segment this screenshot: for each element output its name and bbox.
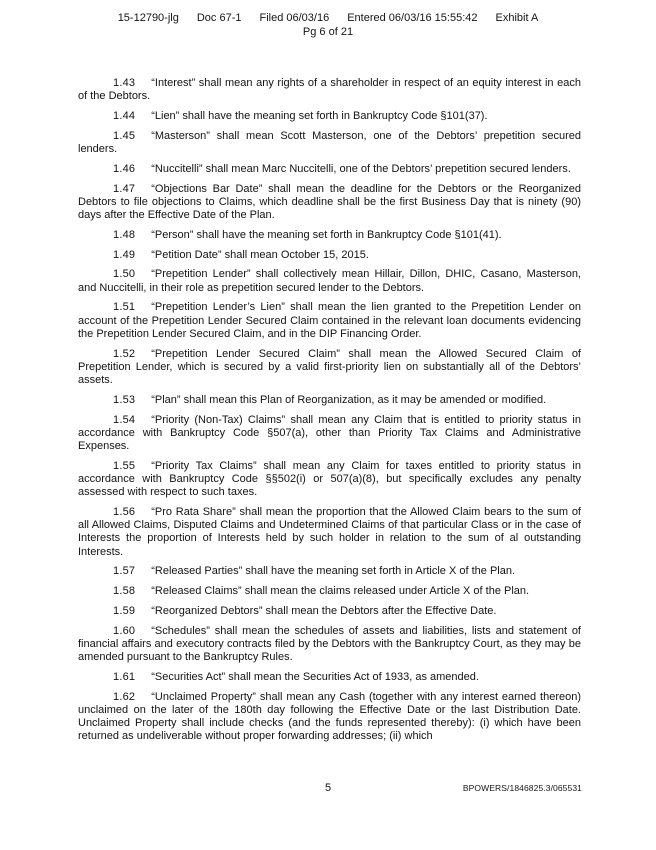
definition-paragraph bbox=[78, 691, 581, 744]
paragraph-number: 1.57 bbox=[113, 565, 136, 578]
paragraph-text: “Schedules” shall mean the schedules of assets and liabilities, lists and statement of financial affairs and executory contracts filed by the Debtors with the Bankruptcy Court, as they may be amended pursuant to the Bankruptcy Rules. bbox=[78, 624, 581, 664]
paragraph-text: “Nuccitelli” shall mean Marc Nuccitelli, one of the Debtors’ prepetition secured lenders. bbox=[151, 162, 571, 175]
paragraph-text: “Priority (Non-Tax) Claims” shall mean any Claim that is entitled to priority status in accordance with Bankruptcy Code §507(a), other than Priority Tax Claims and Administrative Expenses. bbox=[78, 413, 581, 452]
paragraph-number: 1.54 bbox=[113, 413, 136, 426]
paragraph-number: 1.61 bbox=[113, 671, 136, 683]
paragraph-number: 1.55 bbox=[113, 459, 136, 472]
case-number: 15-12790-jlg bbox=[117, 12, 179, 24]
paragraph-number: 1.62 bbox=[113, 690, 136, 703]
paragraph-number: 1.45 bbox=[113, 129, 136, 142]
paragraph-text: “Prepetition Lender’s Lien” shall mean the lien granted to the Prepetition Lender on account of the Prepetition Lender Secured Claim contained in the relevant loan documents evidencing the Prepetition Lender Secured Claim, and in the DIP Financing Order. bbox=[78, 301, 581, 340]
filing-stamp-line bbox=[0, 12, 656, 25]
definition-paragraph bbox=[78, 394, 581, 407]
paragraph-text: “Interest” shall mean any rights of a shareholder in respect of an equity interest in each of the Debtors. bbox=[78, 77, 581, 103]
definition-paragraph bbox=[78, 605, 581, 618]
paragraph-text: “Plan” shall mean this Plan of Reorganization, as it may be amended or modified. bbox=[151, 393, 547, 406]
paragraph-number: 1.44 bbox=[113, 110, 136, 122]
paragraph-text: “Priority Tax Claims” shall mean any Claim for taxes entitled to priority status in accordance with Bankruptcy Code §§502(i) or 507(a)(8), but specifically excludes any penalty assessed with respect to such taxes. bbox=[78, 459, 581, 499]
paragraph-number: 1.56 bbox=[113, 506, 136, 518]
paragraph-number: 1.46 bbox=[113, 162, 136, 175]
exhibit-label: Exhibit A bbox=[495, 12, 539, 24]
page-footer bbox=[0, 782, 656, 798]
footer-document-reference: BPOWERS/1846825.3/065531 bbox=[462, 783, 582, 793]
definition-paragraph bbox=[78, 506, 581, 559]
paragraph-text: “Masterson” shall mean Scott Masterson, one of the Debtors’ prepetition secured lenders. bbox=[78, 129, 581, 155]
definition-paragraph bbox=[78, 301, 581, 341]
entered-datetime: Entered 06/03/16 15:55:42 bbox=[347, 12, 478, 24]
definition-paragraph bbox=[78, 110, 581, 123]
doc-number: Doc 67-1 bbox=[196, 12, 242, 24]
definition-paragraph bbox=[78, 460, 581, 500]
filed-date: Filed 06/03/16 bbox=[259, 12, 330, 24]
paragraph-number: 1.50 bbox=[113, 268, 136, 281]
paragraph-number: 1.49 bbox=[113, 248, 136, 261]
paragraph-number: 1.47 bbox=[113, 182, 136, 195]
definition-paragraph bbox=[78, 130, 581, 156]
paragraph-text: “Petition Date” shall mean October 15, 2015. bbox=[151, 248, 369, 261]
page-indicator: Pg 6 of 21 bbox=[302, 26, 354, 38]
definition-paragraph bbox=[78, 348, 581, 388]
paragraph-text: “Prepetition Lender” shall collectively mean Hillair, Dillon, DHIC, Casano, Masterson, and Nuccitelli, in their role as prepetition secured lender to the Debtors. bbox=[78, 268, 581, 294]
paragraph-text: “Released Parties” shall have the meaning set forth in Article X of the Plan. bbox=[151, 565, 516, 578]
definition-paragraph bbox=[78, 163, 581, 176]
definition-paragraph bbox=[78, 183, 581, 223]
definition-paragraph bbox=[78, 414, 581, 454]
definitions-section bbox=[78, 77, 581, 750]
paragraph-number: 1.43 bbox=[113, 77, 136, 89]
definition-paragraph bbox=[78, 565, 581, 578]
paragraph-text: “Objections Bar Date” shall mean the deadline for the Debtors or the Reorganized Debtors to file objections to Claims, which deadline shall be the first Business Day that is ninety (90) days after the Effective Date of the Plan. bbox=[78, 182, 581, 221]
paragraph-text: “Unclaimed Property” shall mean any Cash (together with any interest earned thereon) unclaimed on the later of the 180th day following the Effective Date or the last Distribution Date. Unclaimed Property shall include checks (and the funds represented thereby): (i) which have been returned as undeliverable without proper forwarding addresses; (ii) which bbox=[78, 690, 581, 743]
paragraph-number: 1.53 bbox=[113, 393, 136, 406]
footer-page-number: 5 bbox=[324, 782, 332, 794]
definition-paragraph bbox=[78, 625, 581, 665]
paragraph-number: 1.51 bbox=[113, 301, 136, 314]
paragraph-text: “Person” shall have the meaning set forth in Bankruptcy Code §101(41). bbox=[151, 228, 502, 241]
paragraph-number: 1.59 bbox=[113, 605, 136, 617]
paragraph-number: 1.60 bbox=[113, 624, 136, 637]
paragraph-text: “Prepetition Lender Secured Claim” shall mean the Allowed Secured Claim of Prepetition Lender, which is secured by a valid first-priority lien on substantially all of the Debtors’ assets. bbox=[78, 347, 581, 386]
paragraph-text: “Released Claims” shall mean the claims released under Article X of the Plan. bbox=[151, 585, 530, 598]
definition-paragraph bbox=[78, 671, 581, 684]
paragraph-text: “Lien” shall have the meaning set forth in Bankruptcy Code §101(37). bbox=[151, 110, 488, 122]
court-filing-header bbox=[0, 0, 656, 39]
paragraph-number: 1.52 bbox=[113, 347, 136, 360]
definition-paragraph bbox=[78, 585, 581, 598]
paragraph-text: “Reorganized Debtors” shall mean the Debtors after the Effective Date. bbox=[151, 605, 497, 617]
definition-paragraph bbox=[78, 77, 581, 103]
paragraph-text: “Securities Act” shall mean the Securities Act of 1933, as amended. bbox=[151, 671, 479, 683]
paragraph-number: 1.58 bbox=[113, 585, 136, 598]
definition-paragraph bbox=[78, 249, 581, 262]
paragraph-text: “Pro Rata Share” shall mean the proportion that the Allowed Claim bears to the sum of all Allowed Claims, Disputed Claims and Undetermined Claims of that particular Class or in the case of Interests the proportion of Interests held by such holder in relation to the sum of al outstanding Interests. bbox=[78, 506, 581, 558]
paragraph-number: 1.48 bbox=[113, 228, 136, 241]
definition-paragraph bbox=[78, 268, 581, 294]
definition-paragraph bbox=[78, 229, 581, 242]
